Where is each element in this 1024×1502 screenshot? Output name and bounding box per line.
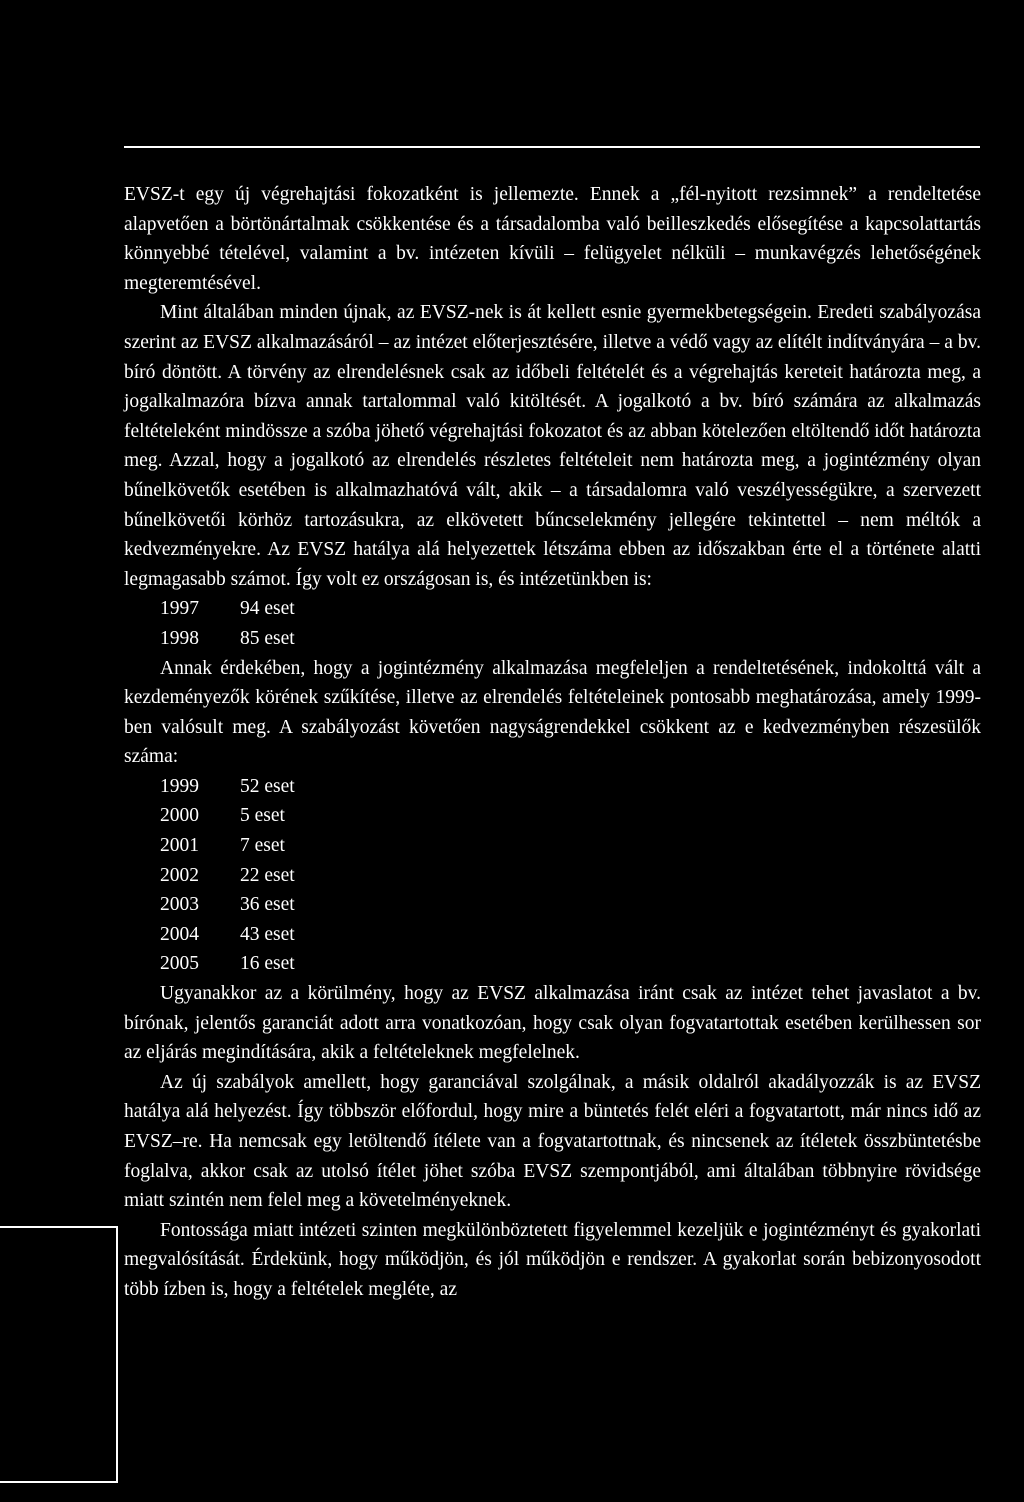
stat-year: 2004 — [160, 923, 199, 945]
top-rule — [124, 146, 980, 148]
stat-row — [124, 831, 981, 861]
stat-count: 43 eset — [240, 923, 295, 945]
stat-year: 2001 — [160, 835, 199, 857]
stat-year: 1999 — [160, 775, 199, 797]
paragraph: Annak érdekében, hogy a jogintézmény alkalmazása megfeleljen a rendeltetésének, indokolttá vált a kezdeményezők körének szűkítése, illetve az elrendelés feltételeinek pontosabb meghatározása, amely 1999-ben valósult meg. A szabályozást követően nagyságrendekkel csökkent az e kedvezményben részesülők száma: — [124, 657, 981, 768]
stat-count: 36 eset — [240, 894, 295, 916]
stat-count: 7 eset — [240, 835, 285, 857]
stat-year: 1998 — [160, 627, 199, 649]
stat-row — [124, 801, 981, 831]
paragraph: Fontossága miatt intézeti szinten megkülönböztetett figyelemmel kezeljük e jogintézményt és gyakorlati megvalósítását. Érdekünk, hogy működjön, és jól működjön e rendszer. A gyakorlat során bebizonyosodott több ízben is, hogy a feltételek megléte, az — [124, 1219, 981, 1300]
stat-row — [124, 920, 981, 950]
stat-year: 1997 — [160, 598, 199, 620]
stat-row — [124, 890, 981, 920]
paragraph: Mint általában minden újnak, az EVSZ-nek is át kellett esnie gyermekbetegségein. Eredeti szabályozása szerint az EVSZ alkalmazásáról – az intézet előterjesztésére, illetve a védő vagy az elítélt indítványára – a bv. bíró döntött. A törvény az elrendelésnek csak az időbeli feltételét és a végrehajtás kereteit határozta meg, a jogalkalmazóra bízva annak tartalommal való kitöltését. A jogalkotó a bv. bíró számára az alkalmazás feltételeként mindössze a szóba jöhető végrehajtási fokozatot és az abban kötelezően eltöltendő időt határozta meg. Azzal, hogy a jogalkotó az elrendelés részletes feltételeit nem határozta meg, a jogintézmény olyan bűnelkövetők esetében is alkalmazhatóvá vált, akik – a társadalomra való veszélyességükre, a szervezett bűnelkövetői körhöz tartozásukra, az elkövetett bűncselekmény jellegére tekintettel – nem méltók a kedvezményekre. Az EVSZ hatálya alá helyezettek létszáma ebben az időszakban érte el a története alatti legmagasabb számot. Így volt ez országosan is, és intézetünkben is: — [124, 302, 981, 590]
stat-count: 85 eset — [240, 627, 295, 649]
stat-year: 2000 — [160, 805, 199, 827]
page-text — [124, 180, 981, 1305]
stat-list-1999-2005 — [124, 772, 981, 979]
stat-count: 22 eset — [240, 864, 295, 886]
stat-row — [124, 624, 981, 654]
stat-row — [124, 594, 981, 624]
stat-row — [124, 772, 981, 802]
paragraph: EVSZ-t egy új végrehajtási fokozatként is jellemezte. Ennek a „fél-nyitott rezsimnek” a rendeltetése alapvetően a börtönártalmak csökkentése és a társadalomba való beilleszkedés elősegítése a kapcsolattartás könnyebbé tételével, valamint a bv. intézeten kívüli – felügyelet nélküli – munkavégzés lehetőségének megteremtésével. — [124, 184, 981, 294]
stat-count: 16 eset — [240, 953, 295, 975]
stat-list-1997-1998 — [124, 594, 981, 653]
stat-count: 5 eset — [240, 805, 285, 827]
stat-count: 94 eset — [240, 598, 295, 620]
stat-year: 2005 — [160, 953, 199, 975]
paragraph: Az új szabályok amellett, hogy garanciával szolgálnak, a másik oldalról akadályozzák is az EVSZ hatálya alá helyezést. Így többször előfordul, hogy mire a büntetés felét eléri a fogvatartott, már nincs idő az EVSZ–re. Ha nemcsak egy letöltendő ítélete van a fogvatartottnak, és nincsenek az ítéletek összbüntetésbe foglalva, akkor csak az utolsó ítélet jöhet szóba EVSZ szempontjából, ami általában többnyire rövidsége miatt szintén nem felel meg a követelményeknek. — [124, 1071, 981, 1212]
paragraph: Ugyanakkor az a körülmény, hogy az EVSZ alkalmazása iránt csak az intézet tehet javaslatot a bv. bírónak, jelentős garanciát adott arra vonatkozóan, hogy csak olyan fogvatartottak esetében kerülhessen sor az eljárás megindítására, akik a feltételeknek megfelelnek. — [124, 983, 981, 1064]
stat-year: 2003 — [160, 894, 199, 916]
stat-count: 52 eset — [240, 775, 295, 797]
margin-bracket — [0, 1226, 118, 1483]
stat-row — [124, 949, 981, 979]
stat-year: 2002 — [160, 864, 199, 886]
stat-row — [124, 861, 981, 891]
